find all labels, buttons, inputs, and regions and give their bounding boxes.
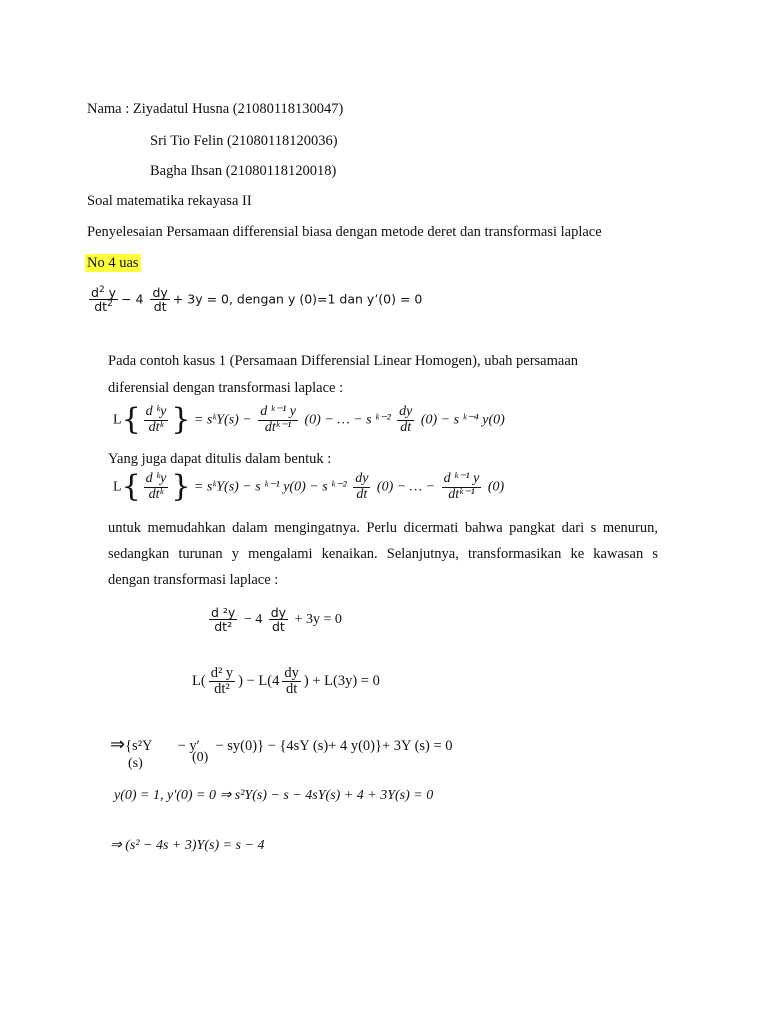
paragraph-2b: sedangkan turunan y mengalami kenaikan. Selanjutnya, transformasikan ke kawasan s: [108, 546, 658, 562]
laplace-formula-1: L{ $\frac{\text{d ᵏy}}{\text{dtᵏ}}$ } = sᵏY(s) − $\frac{\text{d ᵏ⁻¹ y}}{\text{dtᵏ⁻¹}}$ (0) − … − s ᵏ⁻² $\frac{dy}{dt}$ (0) − s ᵏ⁻⁴ y(0): [113, 402, 505, 438]
paragraph-1b: diferensial dengan transformasi laplace :: [108, 380, 344, 396]
equation-initial-conditions: y(0) = 1, y′(0) = 0 ⇒ s²Y(s) − s − 4sY(s) + 4 + 3Y(s) = 0: [114, 788, 434, 803]
problem-equation: $\frac{d^2 y}{dt^2}$ − 4 $\frac{dy}{dt}$ + 3y = 0, dengan y (0)=1 dan y’(0) = 0: [91, 285, 423, 315]
subscript-s: (s): [128, 756, 143, 771]
paragraph-1a: Pada contoh kasus 1 (Persamaan Differensial Linear Homogen), ubah persamaan: [108, 353, 579, 369]
author-member-3: Bagha Ihsan (21080118120018): [150, 163, 337, 179]
subject-line: Soal matematika rekayasa II: [87, 193, 252, 209]
topic-line: Penyelesaian Persamaan differensial biasa dengan metode deret dan transformasi laplace: [87, 224, 602, 240]
subscript-zero: (0): [192, 750, 209, 765]
equation-original: $\frac{\text{d ²y}}{\text{dt²}}$ − 4 $\frac{dy}{dt}$ + 3y = 0: [211, 605, 342, 635]
equation-result: ⇒ (s² − 4s + 3)Y(s) = s − 4: [110, 838, 265, 853]
problem-label: No 4 uas: [87, 255, 139, 271]
paragraph-2a: untuk memudahkan dalam mengingatnya. Perlu dicermati bahwa pangkat dari s menurun,: [108, 520, 658, 536]
paragraph-2c: dengan transformasi laplace :: [108, 572, 279, 588]
author-name-line: Nama : Ziyadatul Husna (21080118130047): [87, 101, 344, 117]
author-member-2: Sri Tio Felin (21080118120036): [150, 133, 338, 149]
equation-s-domain: ⇒{s²Y − y′ − sy(0)} − {4sY (s)+ 4 y(0)}+ 3Y (s) = 0: [110, 734, 453, 754]
alternate-form-intro: Yang juga dapat ditulis dalam bentuk :: [108, 451, 332, 467]
equation-laplace-applied: L( $\frac{\text{d² y}}{\text{dt²}}$ ) − L(4 $\frac{dy}{dt}$ ) + L(3y) = 0: [192, 665, 380, 698]
laplace-formula-2: L{ $\frac{\text{d ᵏy}}{\text{dtᵏ}}$ } = sᵏY(s) − s ᵏ⁻¹ y(0) − s ᵏ⁻² $\frac{dy}{dt}$ (0) − … − $\frac{\text{d ᵏ⁻¹ y}}{\text{dtᵏ⁻¹}}$ (0): [113, 469, 505, 505]
